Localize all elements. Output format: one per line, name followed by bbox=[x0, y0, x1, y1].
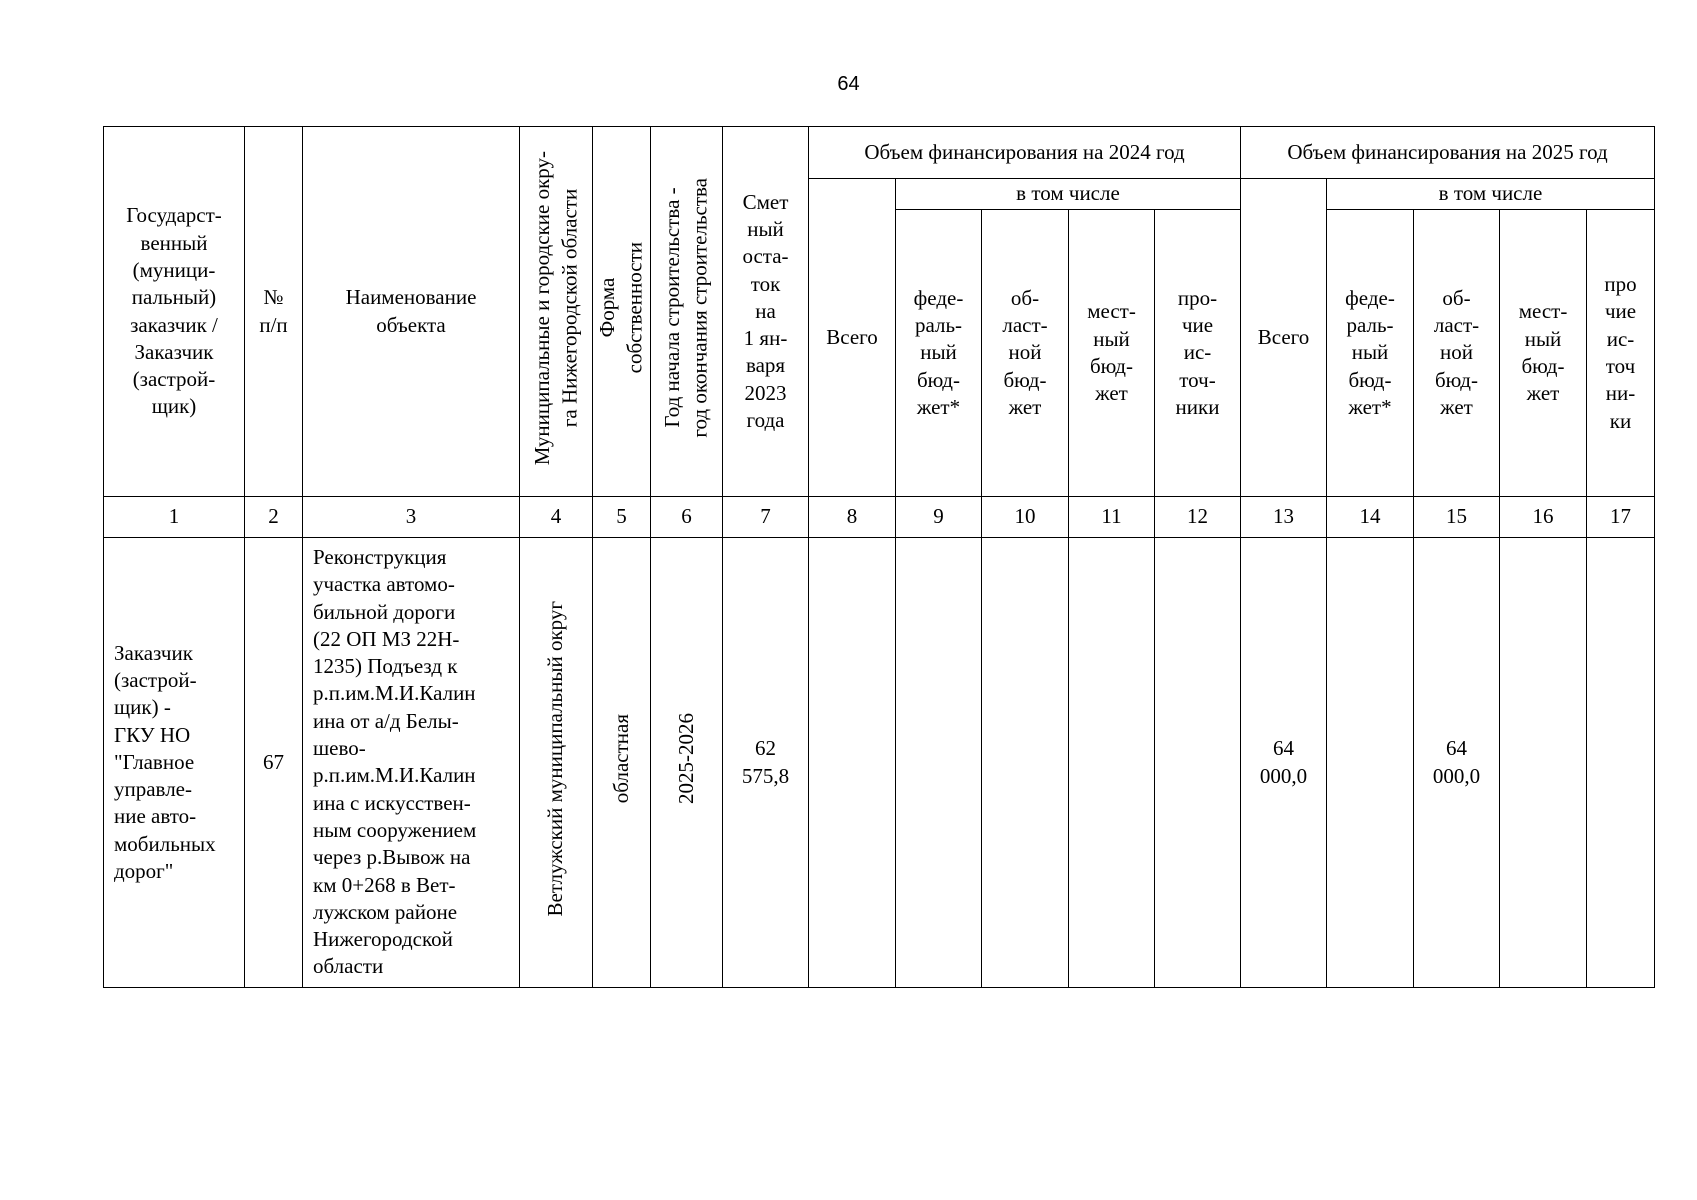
cell-object-name: Реконструкция участка автомо- бильной дороги (22 ОП МЗ 22Н- 1235) Подъезд к р.п.им.М.И.Калин ина от а/д Белы- шево- р.п.им.М.И.Калин ина с искусствен- ным сооружением через р.Вывож на км 0+268 в Вет- лужском районе Нижегородской области bbox=[303, 538, 520, 988]
header-including-2025: в том числе bbox=[1327, 179, 1655, 210]
cell-estimate: 62 575,8 bbox=[723, 538, 809, 988]
column-number: 8 bbox=[809, 497, 896, 538]
cell-federal-2025 bbox=[1327, 538, 1414, 988]
cell-other-2024 bbox=[1155, 538, 1241, 988]
cell-federal-2024 bbox=[896, 538, 982, 988]
column-number: 7 bbox=[723, 497, 809, 538]
header-other-2025: про чие ис- точ ни- ки bbox=[1587, 210, 1655, 497]
column-number: 5 bbox=[593, 497, 651, 538]
header-funding-2024: Объем финансирования на 2024 год bbox=[809, 127, 1241, 179]
column-number: 4 bbox=[520, 497, 593, 538]
header-regional-2025: об- ласт- ной бюд- жет bbox=[1414, 210, 1500, 497]
cell-regional-2025: 64 000,0 bbox=[1414, 538, 1500, 988]
header-object-name: Наименование объекта bbox=[303, 127, 520, 497]
cell-local-2024 bbox=[1069, 538, 1155, 988]
header-federal-2025: феде- раль- ный бюд- жет* bbox=[1327, 210, 1414, 497]
cell-other-2025 bbox=[1587, 538, 1655, 988]
column-number: 9 bbox=[896, 497, 982, 538]
column-number: 3 bbox=[303, 497, 520, 538]
table-row bbox=[104, 538, 1655, 988]
header-total-2025: Всего bbox=[1241, 179, 1327, 497]
cell-local-2025 bbox=[1500, 538, 1587, 988]
cell-regional-2024 bbox=[982, 538, 1069, 988]
cell-total-2024 bbox=[809, 538, 896, 988]
column-number: 15 bbox=[1414, 497, 1500, 538]
column-number: 2 bbox=[245, 497, 303, 538]
header-number: № п/п bbox=[245, 127, 303, 497]
column-number: 17 bbox=[1587, 497, 1655, 538]
financing-table bbox=[103, 126, 1655, 988]
cell-number: 67 bbox=[245, 538, 303, 988]
header-local-2024: мест- ный бюд- жет bbox=[1069, 210, 1155, 497]
header-including-2024: в том числе bbox=[896, 179, 1241, 210]
cell-district: Ветлужский муниципальный округ bbox=[520, 538, 593, 988]
cell-years: 2025-2026 bbox=[651, 538, 723, 988]
header-federal-2024: феде- раль- ный бюд- жет* bbox=[896, 210, 982, 497]
cell-total-2025: 64 000,0 bbox=[1241, 538, 1327, 988]
header-funding-2025: Объем финансирования на 2025 год bbox=[1241, 127, 1655, 179]
cell-ownership: областная bbox=[593, 538, 651, 988]
column-number: 12 bbox=[1155, 497, 1241, 538]
header-other-2024: про- чие ис- точ- ники bbox=[1155, 210, 1241, 497]
header-ownership: Форма собственности bbox=[593, 127, 651, 497]
column-numbers-row bbox=[104, 497, 1655, 538]
column-number: 13 bbox=[1241, 497, 1327, 538]
page-number: 64 bbox=[837, 73, 860, 95]
column-number: 1 bbox=[104, 497, 245, 538]
column-number: 11 bbox=[1069, 497, 1155, 538]
header-district: Муниципальные и городские окру- га Нижегородской области bbox=[520, 127, 593, 497]
header-total-2024: Всего bbox=[809, 179, 896, 497]
column-number: 14 bbox=[1327, 497, 1414, 538]
header-local-2025: мест- ный бюд- жет bbox=[1500, 210, 1587, 497]
header-regional-2024: об- ласт- ной бюд- жет bbox=[982, 210, 1069, 497]
cell-customer: Заказчик (застрой- щик) - ГКУ НО "Главное управле- ние авто- мобильных дорог" bbox=[104, 538, 245, 988]
column-number: 6 bbox=[651, 497, 723, 538]
header-estimate: Смет ный оста- ток на 1 ян- варя 2023 года bbox=[723, 127, 809, 497]
header-customer: Государст- венный (муници- пальный) заказчик / Заказчик (застрой- щик) bbox=[104, 127, 245, 497]
header-years: Год начала строительства - год окончания строительства bbox=[651, 127, 723, 497]
column-number: 16 bbox=[1500, 497, 1587, 538]
column-number: 10 bbox=[982, 497, 1069, 538]
